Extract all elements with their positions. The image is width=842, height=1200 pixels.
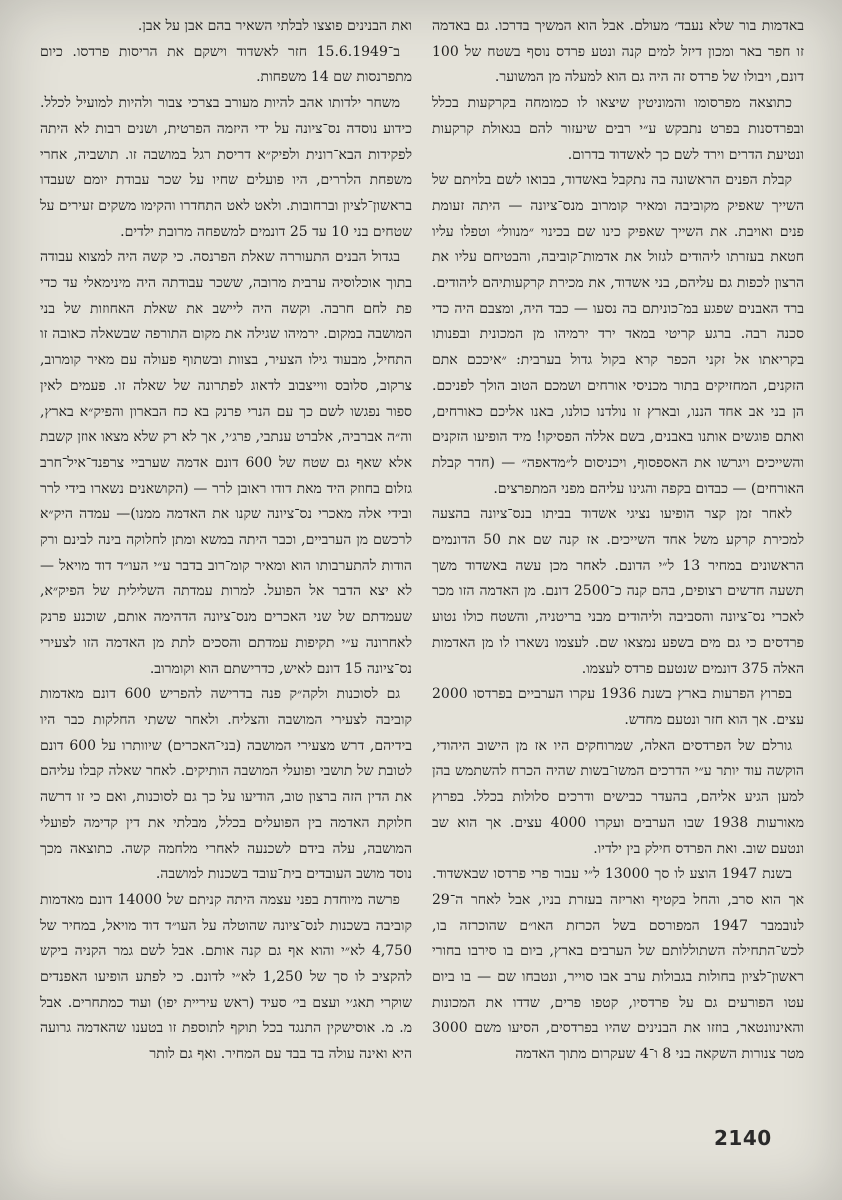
- paragraph: ואת הבנינים פוצצו לבלתי השאיר בהם אבן על אבן.: [137, 18, 412, 34]
- paragraph: בגדול הבנים התעוררה שאלת הפרנסה. כי קשה היה למצוא עבודה בתוך אוכלוסיה ערבית מרובה, ששכר עבודתה היה מינימאלי עד כדי פת לחם חרבה. וקשה היה ליישב את שאלת האחוזות של בני המושבה במקום. ירמיהו שגילה את מקום התורפה שבשאלה כאובה זו התחיל, מבעוד גילו הצעיר, בצוות ובשתוף פעולה עם מאיר קומרוב, צרקוב, סלובס ווייצבוב לדאוג לפתרונה של שאלה זו. פעמים לאין ספור נפגשו לשם כך עם הנרי פרנק בא כח הבארון והפיק״א בארץ, וה״ה אברביה, אלברט ענתבי, פרג׳י, אך לא רק שלא מצאו אוזן קשבת אלא שאף גם שטח של 600 דונם אדמה שערביי צרפנד־איל־חרב גזלום בחוזק היד מאת דודו ראובן לרר — (הקושאנים נשארו בידי לרר ובידי אלה מאכרי נס־ציונה שקנו את האדמה ממנו)— עמדה היק״א לרכשם מן הערביים, וכבר היתה במשא ומתן לחלוקה בינה לבינם ורק הודות להתערבותו הוא ומאיר קומ־רוב בדבר ע״י העו״ד דוד מויאל — לא יצא הדבר אל הפועל. למרות עמדתה השלילית של הפיק״א, שעמדתם של שני האכרים מנס־ציונה הדהימה אותם, שוכנע פרנק לאחרונה ע״י תקיפות עמדתם והסכים לתת מן האדמה הזו לצעירי נס־ציונה 15 דונם לאיש, כדרישתם הוא וקומרוב.: [40, 249, 412, 677]
- paragraph: משחר ילדותו אהב להיות מעורב בצרכי צבור ולהיות למועיל לכלל. כידוע נוסדה נס־ציונה על ידי היזמה הפרטית, ושנים רבות לא היתה לפקידות הבא־רונית ולפיק״א דריסת רגל במושבה זו. תושביה, אחרי משפחת הלררים, היו פועלים שחיו על שכר עבודת יומם שעבדו בראשון־לציון וברחובות. ולאט לאט התחדרו והקימו משקים זעירים על שטחים בני 10 עד 25 דונמים למשפחה מרובת ילדים.: [40, 95, 412, 240]
- paragraph: בפרוץ הפרעות בארץ בשנת 1936 עקרו הערביים בפרדסו 2000 עצים. אך הוא חזר ונטעם מחדש.: [432, 686, 804, 728]
- page-number: 2140: [714, 1126, 772, 1150]
- paragraph: ב־15.6.1949 חזר לאשדוד וישקם את הריסות פרדסו. כיום מתפרנסות שם 14 משפחות.: [40, 43, 412, 86]
- paragraph: בשנת 1947 הוצע לו סך 13000 ל״י עבור פרי פרדסו שבאשדוד. אך הוא סרב, והחל בקטיף ואריזה בעזרת בניו, אבל לאחר ה־29 לנובמבר 1947 המפורסם בשל הכרזת האו״ם שהוכרזה בו, לכש־התחילה השתוללותם של הערבים בארץ, ביום בו סירבו בחורי ראשון־לציון בחולות בגבולות ערב אבו סוייר, ונטבחו שם — בו ביום עטו הפורעים גם על פרדסיו, קטפו פרים, שדדו את המכונות והאינוונטאר, בוזזו את הבנינים שהיו בפרדסים, הסיעו משם 3000 מטר צנורות השקאה בני 8 ו־4 שעקרום מתוך האדמה: [432, 866, 805, 1063]
- paragraph: גם לסוכנות ולקה״ק פנה בדרישה להפריש 600 דונם מאדמות קוביבה לצעירי המושבה והצליח. ולאחר ששתי החלקות כבר היו בידיהם, דרש מצעירי המושבה (בני־האכרים) שיוותרו על 600 דונם לטובת של תושבי ופועלי המושבה הותיקים. לאחר שאלה קבלו עליהם את הדין הזה ברצון טוב, הודיעו על כך גם לסוכנות, ואם כי זו דרשה חלוקת האדמה בין הפועלים בכלל, מבלתי את דין קדימה לפועלי המושבה, עלה בידם לשכנעה לאחרי מלחמה קשה. כתוצאה מכך נוסד מושב העובדים בית־עובד בשכנות למושבה.: [40, 686, 412, 883]
- text-column-left: [40, 14, 412, 1068]
- paragraph: לאחר זמן קצר הופיעו נציגי אשדוד בביתו בנס־ציונה בהצעה למכירת קרקע משל אחד השייכים. אז קנה שם את 50 הדונמים הראשונים במחיר 13 ל״י הדונם. לאחר מכן עשה באשדוד משך תשעה חדשים רצופים, בהם קנה כ־2500 דונם. מן האדמה הזו מכר לאכרי נס־ציונה והסביבה וליהודים מבני בריטניה, והשטח כולו נטוע פרדסים כי גם מים בשפע נמצאו שם. לעצמו נשארו לו מן האדמות האלה 375 דונמים שנטעם פרדס לעצמו.: [432, 506, 804, 677]
- paragraph: גורלם של הפרדסים האלה, שמרוחקים היו אז מן הישוב היהודי, הוקשה עוד יותר ע״י הדרכים המשו־בשות שהיה הכרח להשתמש בהן למען הגיע אליהם, בהעדר כבישים ודרכים סלולות בכלל. בפרוץ מאורעות 1938 שבו הערבים ועקרו 4000 עצים. אך הוא שב ונטעם שוב. ואת הפרדס חילק בין ילדיו.: [432, 737, 805, 857]
- paragraph: פרשה מיוחדת בפני עצמה היתה קניתם של 14000 דונם מאדמות קוביבה בשכנות לנס־ציונה שהוטלה על העו״ד דוד מויאל, במחיר של 4,750 לא״י והוא אף גם קנה אותם. אבל לשם גמר הקניה ביקש להקציב לו סך של 1,250 לא״י לדונם. כי לפתע הופיעו האפנדים שוקרי תאג׳י ועצם בי׳ סעיד (ראש עיריית יפו) ועוד כמתחרים. אבל מ. מ. אוסישקין התנגד בכל תוקף לתוספת זו בטענו שהאדמה גרועה היא ואינה עולה בד בבד עם המחיר. ואף גם לותר: [40, 891, 412, 1063]
- paragraph: קבלת הפנים הראשונה בה נתקבל באשדוד, בבואו לשם בלויתם של השייך שאפיק מקוביבה ומאיר קומרוב מנס־ציונה — היתה זעומת פנים ואויבת. את השייך שאפיק כינו שם בכינוי ״מנוול״ וטפלו עליו חטאת בעזרתו ליהודים לגזול את אדמות־קוביבה, והבטיחם עליו את הרצון לכפות גם עליהם, בני אשדוד, את מכירת קרקעותיהם ליהודים. ברד האבנים שפגע במ־כוניתם בה נסעו — כבד היה, ומצבם היה כדי סכנה רבה. ברגע קריטי במאד ירד ירמיהו מן המכונית ובפנותו בקריאתו אל זקני הכפר קרא בקול גדול בערבית: ״איככם אתם הזקנים, המחזיקים בתור מכניסי אורחים ושמכם הטוב הולך לפניכם. הן בני אב אחד הננו, ובארץ זו נולדנו כולנו, באנו אליכם כאורחים, ואתם פוגשים אותנו באבנים, בשם אללה הפסיקו! מיד הופיעו הזקנים והשייכים ויגרשו את האספסוף, ויכניסום ל״מדאפה״ — (חדר קבלת האורחים) — כבדום בקפה והגינו עליהם מפני המתפרצים.: [432, 172, 804, 497]
- paragraph: באדמות בור שלא נעבד׳ מעולם. אבל הוא המשיך בדרכו. גם באדמה זו חפר באר ומכון דיזל למים קנה ונטע פרדס נוסף בשטח של 100 דונם, ויבולו של פרדס זה היה גם הוא למעלה מן המשוער.: [432, 18, 804, 86]
- paragraph: כתוצאה מפרסומו והמוניטין שיצאו לו כמומחה בקרקעות בכלל ובפרדסנות בפרט נתבקש ע״י רבים שיעזור להם בגאולת קרקעות ונטיעת הדרים וירד לשם כך לאשדוד בדרום.: [432, 95, 804, 163]
- text-column-right: [432, 14, 804, 1068]
